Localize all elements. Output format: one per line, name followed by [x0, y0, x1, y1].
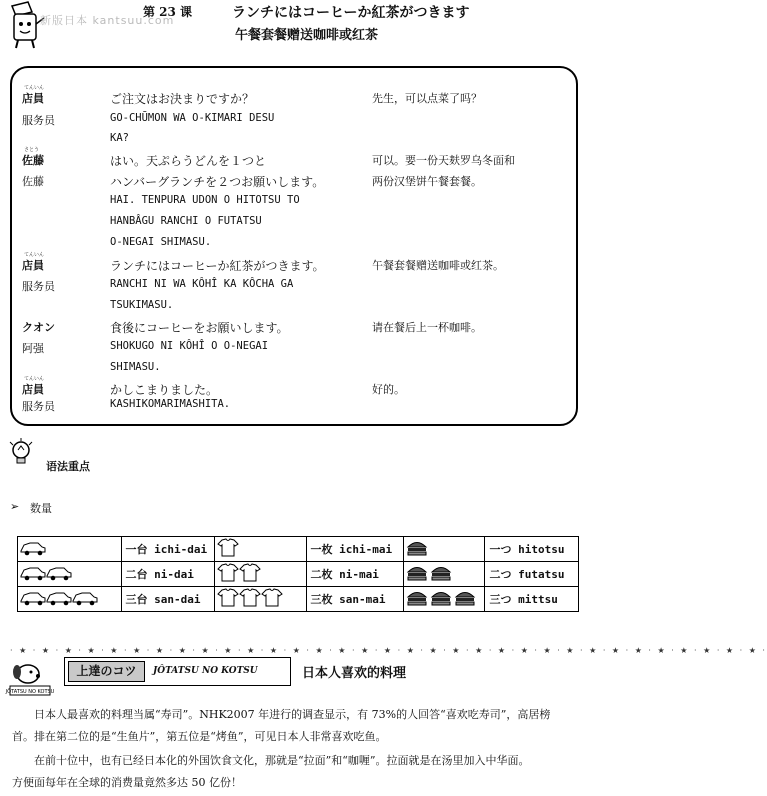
kotsu-badge: 上達のコツ	[68, 661, 145, 682]
romaji-line: TSUKIMASU.	[110, 299, 174, 311]
counter-mai-cell	[306, 562, 404, 587]
speaker-furigana: てんいん	[24, 85, 45, 91]
chinese-translation: 可以。要一份天麸罗乌冬面和	[372, 154, 515, 167]
counter-table	[17, 536, 579, 612]
counter-row	[18, 587, 579, 612]
chinese-translation: 好的。	[372, 383, 405, 396]
burger-icon-cell	[404, 587, 485, 612]
romaji-line: HAI. TENPURA UDON O HITOTSU TO	[110, 194, 300, 206]
counter-dai-cell	[121, 587, 215, 612]
dialog-box	[10, 66, 578, 426]
japanese-line: ランチにはコーヒーか紅茶がつきます。	[110, 259, 325, 273]
romaji-line: KASHIKOMARIMASHITA.	[110, 398, 231, 410]
chinese-translation: 请在餐后上一杯咖啡。	[372, 321, 482, 334]
kotsu-romaji: JÔTATSU NO KOTSU	[153, 666, 258, 676]
dog-label: JŌTATSU NO KOTSU	[5, 689, 55, 695]
lesson-number: 第 23 课	[143, 5, 193, 19]
paragraph-line-1: 日本人最喜欢的料理当属“寿司”。NHK2007 年进行的调查显示，有 73%的人回答“喜欢吃寿司”，高居榜	[12, 708, 551, 721]
romaji-line: SHOKUGO NI KÔHÎ O O-NEGAI	[110, 340, 269, 352]
speaker-name-chinese: 服务员	[22, 280, 55, 293]
romaji-line: SHIMASU.	[110, 361, 161, 373]
counter-dai-cell	[121, 562, 215, 587]
watermark-text: 新版日本 kantsuu.com	[40, 14, 175, 27]
car-icon	[20, 564, 72, 581]
chinese-translation: 先生，可以点菜了吗？	[372, 92, 482, 105]
japanese-line: 食後にコーヒーをお願いします。	[110, 321, 289, 335]
japanese-line: ご注文はお決まりですか？	[110, 92, 255, 106]
speaker-furigana: さとう	[24, 147, 40, 153]
shirt-icon	[217, 563, 261, 582]
japanese-line: ハンバーグランチを２つお願いします。	[110, 175, 325, 189]
speaker-name-chinese: 佐藤	[22, 175, 44, 188]
japanese-line: はい。天ぷらうどんを１つと	[110, 154, 267, 168]
shirt-icon	[217, 538, 239, 557]
grammar-topic: 数量	[30, 502, 52, 515]
speaker-name-chinese: 服务员	[22, 114, 55, 127]
speaker-name-japanese: クオン	[22, 321, 55, 334]
speaker-name-japanese: 佐藤	[22, 154, 44, 167]
shirt-icon	[217, 588, 283, 607]
speaker-name-chinese: 服务员	[22, 400, 55, 413]
counter-row	[18, 562, 579, 587]
burger-icon-cell	[404, 562, 485, 587]
car-icon-cell	[18, 587, 122, 612]
lesson-title-chinese: 午餐套餐赠送咖啡或红茶	[235, 28, 379, 43]
shirt-icon-cell	[215, 562, 306, 587]
romaji-line: GO-CHŪMON WA O-KIMARI DESU	[110, 112, 275, 124]
speaker-name-japanese: 店員	[22, 383, 44, 396]
speaker-furigana: てんいん	[24, 252, 45, 258]
romaji-line: HANBÂGU RANCHI O FUTATSU	[110, 215, 262, 227]
car-icon	[20, 539, 46, 556]
burger-icon-cell	[404, 537, 485, 562]
burger-icon	[406, 564, 454, 581]
romaji-line: O-NEGAI SHIMASU.	[110, 236, 212, 248]
romaji-line: RANCHI NI WA KÔHÎ KA KÔCHA GA	[110, 278, 294, 290]
paragraph-line-3: 在前十位中，也有已经日本化的外国饮食文化，那就是“拉面”和“咖喱”。拉面就是在汤里加入中华面。	[12, 754, 530, 767]
counter-mai: 一枚 ichi-mai	[310, 543, 393, 556]
car-icon-cell	[18, 537, 122, 562]
grammar-heading: 语法重点	[46, 460, 90, 473]
counter-mai-cell	[306, 587, 404, 612]
shirt-icon-cell	[215, 587, 306, 612]
counter-dai: 一台 ichi-dai	[125, 543, 208, 556]
chinese-translation: 两份汉堡饼午餐套餐。	[372, 175, 482, 188]
counter-mai: 二枚 ni-mai	[310, 568, 379, 581]
speaker-furigana: てんいん	[24, 376, 45, 382]
paragraph-line-2: 首。排在第二位的是“生鱼片”，第五位是“烤鱼”，可见日本人非常喜欢吃鱼。	[12, 730, 387, 743]
shirt-icon-cell	[215, 537, 306, 562]
counter-tsu-cell	[485, 537, 579, 562]
counter-mai-cell	[306, 537, 404, 562]
counter-dai: 二台 ni-dai	[125, 568, 194, 581]
speaker-name-japanese: 店員	[22, 259, 44, 272]
counter-tsu-cell	[485, 562, 579, 587]
car-icon-cell	[18, 562, 122, 587]
paragraph-line-4: 方便面每年在全球的消费量竟然多达 50 亿份！	[12, 776, 242, 789]
decorative-divider: · ★ · ★ · ★ · ★ · ★ · ★ · ★ · ★ · ★ · ★ · ★ · ★ · ★ · ★ · ★ · ★ · ★ · ★ · ★ · ★ · ★ · ★ · ★ · ★ · ★ · ★ · ★ · ★ · ★ · ★ · ★ · ★ · ★ ·	[10, 646, 767, 655]
lightbulb-icon	[8, 438, 34, 468]
chinese-translation: 午餐套餐赠送咖啡或红茶。	[372, 259, 504, 272]
counter-tsu: 二つ futatsu	[489, 568, 565, 581]
speaker-name-chinese: 阿强	[22, 342, 44, 355]
japanese-line: かしこまりました。	[110, 383, 219, 397]
counter-dai: 三台 san-dai	[125, 593, 201, 606]
bullet-arrow-icon: ➢	[10, 500, 20, 513]
kotsu-banner	[64, 657, 291, 686]
kotsu-title: 日本人喜欢的料理	[302, 666, 407, 681]
counter-row	[18, 537, 579, 562]
burger-icon	[406, 589, 478, 606]
dog-mascot-icon	[5, 660, 55, 696]
car-icon	[20, 589, 98, 606]
counter-tsu-cell	[485, 587, 579, 612]
counter-dai-cell	[121, 537, 215, 562]
counter-mai: 三枚 san-mai	[310, 593, 386, 606]
romaji-line: KA?	[110, 132, 129, 144]
burger-icon	[406, 539, 430, 556]
lesson-title-japanese: ランチにはコーヒーか紅茶がつきます	[232, 5, 470, 21]
counter-tsu: 三つ mittsu	[489, 593, 558, 606]
speaker-name-japanese: 店員	[22, 92, 44, 105]
counter-tsu: 一つ hitotsu	[489, 543, 565, 556]
